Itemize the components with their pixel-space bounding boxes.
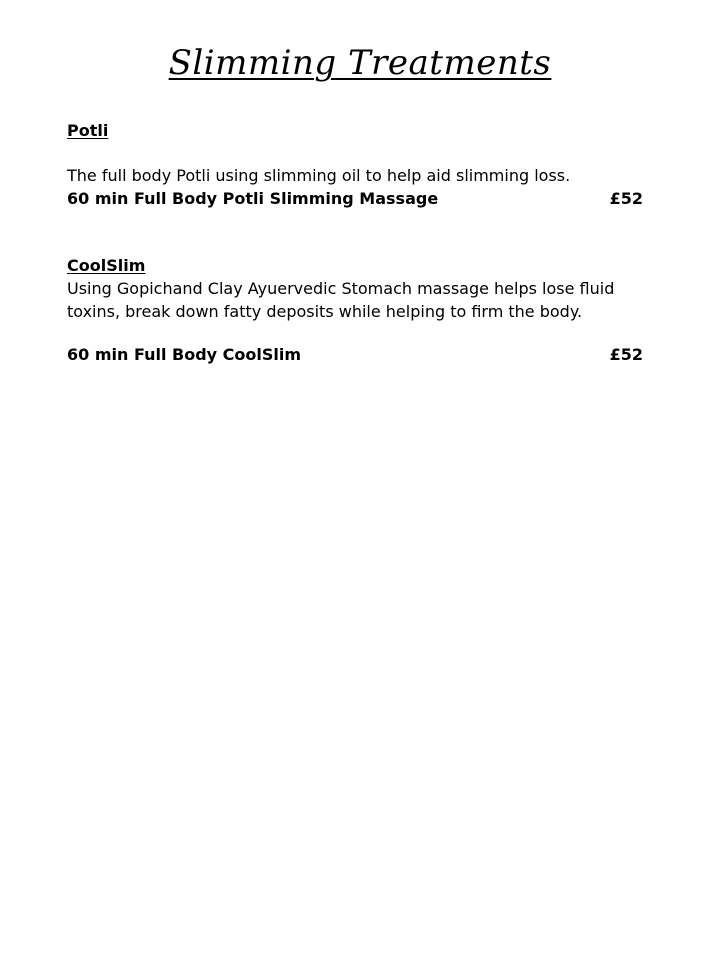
price-row (67, 187, 643, 210)
treatment-price: £52 (609, 345, 643, 364)
treatment-price-row-potli (67, 187, 657, 210)
treatment-price: £52 (609, 189, 643, 208)
treatment-item-name: 60 min Full Body CoolSlim (67, 345, 302, 364)
price-row (67, 343, 643, 366)
treatment-description-potli (67, 164, 657, 187)
page-title (0, 40, 720, 86)
treatment-price-row-coolslim (67, 343, 657, 366)
page-title-text: Slimming Treatments (168, 43, 552, 83)
treatment-description-text: The full body Potli using slimming oil to help aid slimming loss. (67, 166, 571, 185)
treatment-description-text: Using Gopichand Clay Ayuervedic Stomach massage helps lose fluid toxins, break down fatty deposits while helping to firm the body. (67, 279, 615, 321)
treatment-description-coolslim (67, 277, 657, 323)
treatment-heading-label: Potli (67, 121, 109, 140)
treatment-heading-label: CoolSlim (67, 256, 146, 275)
treatment-heading-coolslim (67, 254, 657, 277)
treatment-item-name: 60 min Full Body Potli Slimming Massage (67, 189, 439, 208)
treatment-heading-potli (67, 119, 657, 142)
